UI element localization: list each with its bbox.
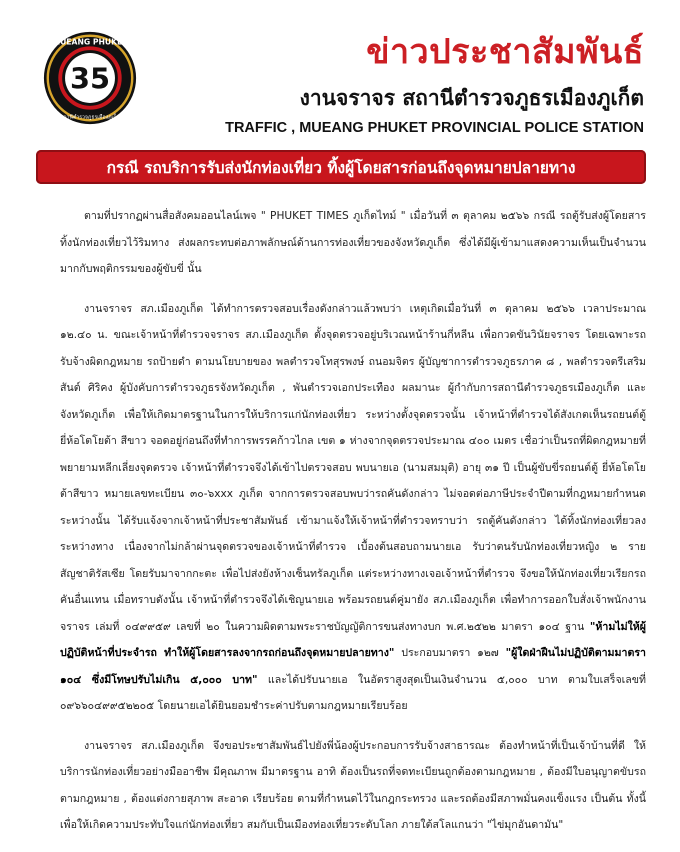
police-station-logo <box>42 30 138 126</box>
paragraph-2-text-c: และได้ปรับนายเอ ในอัตราสูงสุดเป็นเงินจำนวน ๕,๐๐๐ บาท ตามใบเสร็จเลขที่ ๐๙๖๖๐๔๙๙๕๒๒๐๕ โดยนายเอได้ยินยอมชำระค่าปรับตามกฎหมายเรียบร้อย <box>60 673 646 712</box>
logo-top-text: MUEANG PHUKET <box>52 37 128 47</box>
headline-banner <box>36 150 646 184</box>
logo-emblem: 35 <box>69 61 111 96</box>
department-name-en: TRAFFIC , MUEANG PHUKET PROVINCIAL POLICE STATION <box>225 120 644 136</box>
page-title: ข่าวประชาสัมพันธ์ <box>366 32 644 72</box>
logo-bottom-text: สถานีตำรวจภูธรเมืองภูเก็ต <box>60 114 120 121</box>
department-name-th: งานจราจร สถานีตำรวจภูธรเมืองภูเก็ต <box>299 86 644 110</box>
article-body <box>60 203 646 852</box>
law-quote-1: "ห้ามไม่ให้ผู้ปฏิบัติหน้าที่ประจำรถ ทำให้ผู้โดยสารลงจากรถก่อนถึงจุดหมายปลายทาง" <box>60 620 646 659</box>
paragraph-1: ตามที่ปรากฏผ่านสื่อสังคมออนไลน์เพจ " PHUKET TIMES ภูเก็ตไทม์ " เมื่อวันที่ ๓ ตุลาคม ๒๕๖๖ กรณี รถตู้รับส่งผู้โดยสารทิ้งนักท่องเที่ยวไว้ริมทาง ส่งผลกระทบต่อภาพลักษณ์ด้านการท่องเที่ยวของจังหวัดภูเก็ต ซึ่งได้มีผู้เข้ามาแสดงความเห็นเป็นจำนวนมากกับพฤติกรรมของผู้ขับขี่ นั้น <box>60 210 646 275</box>
paragraph-2 <box>60 296 646 720</box>
paragraph-2-text-a: งานจราจร สภ.เมืองภูเก็ต ได้ทำการตรวจสอบเรื่องดังกล่าวแล้วพบว่า เหตุเกิดเมื่อวันที่ ๓ ตุลาคม ๒๕๖๖ เวลาประมาณ ๑๒.๔๐ น. ขณะเจ้าหน้าที่ตำรวจจราจร สภ.เมืองภูเก็ต ตั้งจุดตรวจอยู่บริเวณหน้าร้านกี่หลีน เพื่อกวดขันวินัยจราจร โดยเฉพาะรถรับจ้างผิดกฎหมาย รถป้ายดำ ตามนโยบายของ พลตำรวจโทสุรพงษ์ ถนอมจิตร ผู้บัญชาการตำรวจภูธรภาค ๘ , พลตำรวจตรีเสริมสันต์ ศิริคง ผู้บังคับการตำรวจภูธรจังหวัดภูเก็ต , พันตำรวจเอกประเทือง ผลมานะ ผู้กำกับการสถานีตำรวจภูธรเมืองภูเก็ต และจังหวัดภูเก็ต เพื่อให้เกิดมาตรฐานในการให้บริการแก่นักท่องเที่ยว ระหว่างตั้งจุดตรวจนั้น เจ้าหน้าที่ตำรวจได้สังเกตเห็นรถยนต์ตู้ ยี่ห้อโตโยต้า สีขาว จอดอยู่ก่อนถึงที่ทำการพรรคก้าวไกล เขต ๑ ห่างจากจุดตรวจประมาณ ๔๐๐ เมตร เชื่อว่าเป็นรถที่ผิดกฎหมายที่พยายามหลีกเลี่ยงจุดตรวจ เจ้าหน้าที่ตำรวจจึงได้เข้าไปตรวจสอบ พบนายเอ (นามสมมุติ) อายุ ๓๑ ปี เป็นผู้ขับขี่รถยนต์ตู้ ยี่ห้อโตโยต้าสีขาว หมายเลขทะเบียน ๓๐-๖xxx ภูเก็ต จากการตรวจสอบพบว่ารถคันดังกล่าว ไม่จอดต่อภาษีประจำปีตามที่กฎหมายกำหนด ระหว่างนั้น ได้รับแจ้งจากเจ้าหน้าที่ประชาสัมพันธ์ เข้ามาแจ้งให้เจ้าหน้าที่ตำรวจทราบว่า รถตู้คันดังกล่าว ได้ทิ้งนักท่องเที่ยวลงระหว่างทาง เนื่องจากไม่กล้าผ่านจุดตรวจของเจ้าหน้าที่ตำรวจ เบื้องต้นสอบถามนายเอ รับว่าตนรับนักท่องเที่ยวหญิง ๒ ราย สัญชาติรัสเซีย โดยรับมาจากกะตะ เพื่อไปส่งยังห้างเซ็นทรัลภูเก็ต แต่ระหว่างทางเจอเจ้าหน้าที่ตำรวจ จึงขอให้นักท่องเที่ยวเรียกรถคันอื่นแทน เมื่อทราบดังนั้น เจ้าหน้าที่ตำรวจจึงได้เชิญนายเอ พร้อมรถยนต์คู่มายัง สภ.เมืองภูเก็ต เพื่อทำการออกใบสั่งเจ้าพนักงานจราจร เล่มที่ ๐๔๙๙๕๙ เลขที่ ๒๐ ในความผิดตามพระราชบัญญัติการขนส่งทางบก พ.ศ.๒๕๒๒ มาตรา ๑๐๔ ฐาน <box>60 302 646 633</box>
law-quote-2: "ผู้ใดฝ่าฝืนไม่ปฏิบัติตามมาตรา ๑๐๔ ซึ่งมีโทษปรับไม่เกิน ๕,๐๐๐ บาท" <box>60 647 646 686</box>
paragraph-2-text-b: ประกอบมาตรา ๑๒๗ <box>394 647 506 659</box>
headline-text: กรณี รถบริการรับส่งนักท่องเที่ยว ทิ้งผู้โดยสารก่อนถึงจุดหมายปลายทาง <box>106 158 576 177</box>
paragraph-3: งานจราจร สภ.เมืองภูเก็ต จึงขอประชาสัมพันธ์ไปยังพี่น้องผู้ประกอบการรับจ้างสาธารณะ ต้องทำหน้าที่เป็นเจ้าบ้านที่ดี ให้บริการนักท่องเที่ยวอย่างมืออาชีพ มีคุณภาพ มีมาตรฐาน อาทิ ต้องเป็นรถที่จดทะเบียนถูกต้องตามกฎหมาย , ต้องมีใบอนุญาตขับรถตามกฎหมาย , ต้องแต่งกายสุภาพ สะอาด เรียบร้อย ตามที่กำหนดไว้ในกฎกระทรวง และรถต้องมีสภาพมั่นคงแข็งแรง เป็นต้น ทั้งนี้ เพื่อให้เกิดความประทับใจแก่นักท่องเที่ยว สมกับเป็นเมืองท่องเที่ยวระดับโลก ภายใต้สโลแกนว่า "ไข่มุกอันดามัน" <box>60 739 646 831</box>
